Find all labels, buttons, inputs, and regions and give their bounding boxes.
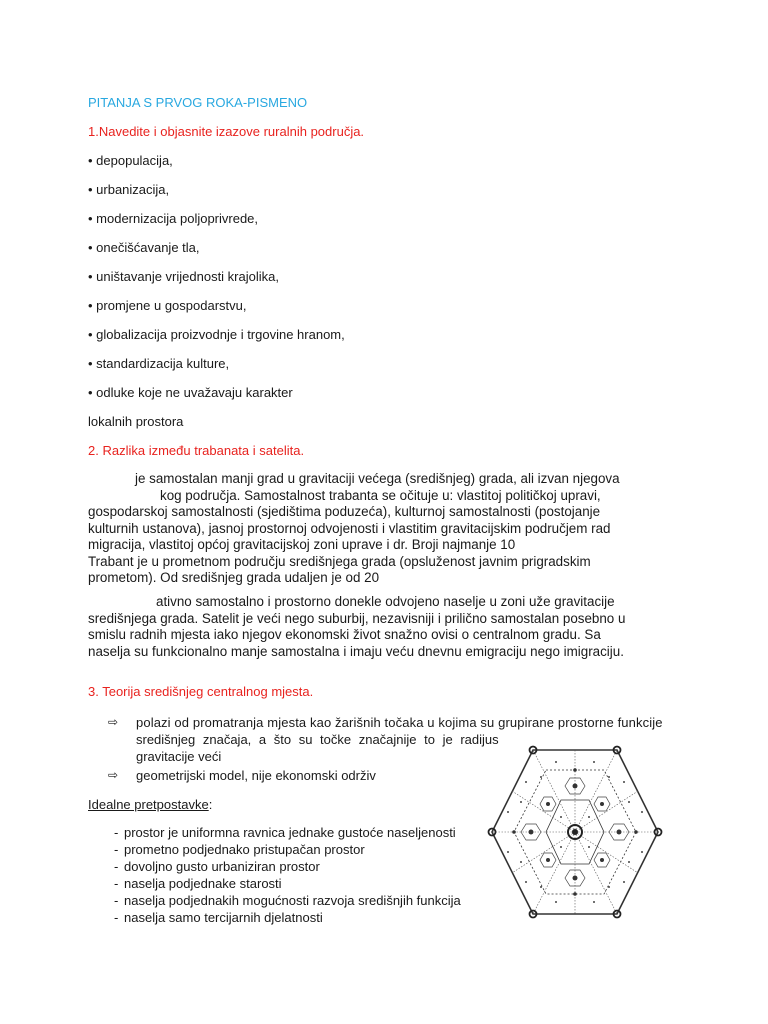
list-item: • depopulacija, [88,153,173,168]
assumptions-heading: Idealne pretpostavke: [88,797,213,812]
paragraph-line: Trabant je u prometnom području središnjega grada (opsluženost javnim prigradskim [88,553,591,569]
list-continuation: lokalnih prostora [88,414,184,429]
list-item: • standardizacija kulture, [88,356,230,371]
list-item: • uništavanje vrijednosti krajolika, [88,269,279,284]
arrow-item-text: geometrijski model, nije ekonomski održiv [136,768,376,783]
page-title: PITANJA S PRVOG ROKA-PISMENO [88,95,308,110]
paragraph-line: prometom). Od središnjeg grada udaljen je od 20 [88,570,380,585]
list-item: • promjene u gospodarstvu, [88,298,247,313]
paragraph-line: je samostalan manji grad u gravitaciji većega (središnjeg) grada, ali izvan njegova [135,471,620,486]
paragraph-line: naselja su funkcionalno manje samostalna i imaju veću dnevnu emigraciju nego imigraciju. [88,643,624,659]
central-place-diagram [486,742,664,920]
satellite-paragraph [88,594,626,660]
trabant-paragraph [88,471,620,587]
question-2-heading: 2. Razlika između trabanata i satelita. [88,443,305,458]
question-3-heading: 3. Teorija središnjeg centralnog mjesta. [88,684,314,699]
paragraph-line: kog područja. Samostalnost trabanta se očituje u: vlastitoj političkoj upravi, [160,487,601,503]
list-item: • onečišćavanje tla, [88,240,200,255]
arrow-item-text: gravitacije veći [136,749,222,764]
paragraph-line: migracija, vlastitoj općoj gravitacijskoj zoni uprave i dr. Broji najmanje 10 [88,537,516,552]
arrow-right-icon: ⇨ [108,715,119,729]
arrow-right-icon: ⇨ [108,768,119,782]
list-item: • odluke koje ne uvažavaju karakter [88,385,293,400]
paragraph-line: ativno samostalno i prostorno donekle odvojeno naselje u zoni uže gravitacije [156,594,615,609]
arrow-list-item [108,767,508,784]
arrow-item-text: središnjeg značaja, a što su točke značajnije to je radijus [136,732,499,747]
arrow-item-text: polazi od promatranja mjesta kao žarišnih točaka u kojima su grupirane prostorne funkcije [136,715,663,730]
list-item: • urbanizacija, [88,182,170,197]
paragraph-line: središnjega grada. Satelit je veći nego suburbij, nezavisniji i prilično samostalan posebno u [88,610,626,626]
list-item: • globalizacija proizvodnje i trgovine hranom, [88,327,345,342]
paragraph-line: gospodarskoj samostalnosti (sjedištima poduzeća), kulturnoj samostalnosti (postojanje [88,504,601,519]
paragraph-line: kulturnih ustanova), jasnoj prostornoj odvojenosti i vlastitim gravitacijskim područjem rad [88,520,611,536]
question-1-heading: 1.Navedite i objasnite izazove ruralnih područja. [88,124,365,139]
list-item: • modernizacija poljoprivrede, [88,211,259,226]
paragraph-line: smislu radnih mjesta iako njegov ekonomski život snažno ovisi o centralnom gradu. Sa [88,627,601,642]
